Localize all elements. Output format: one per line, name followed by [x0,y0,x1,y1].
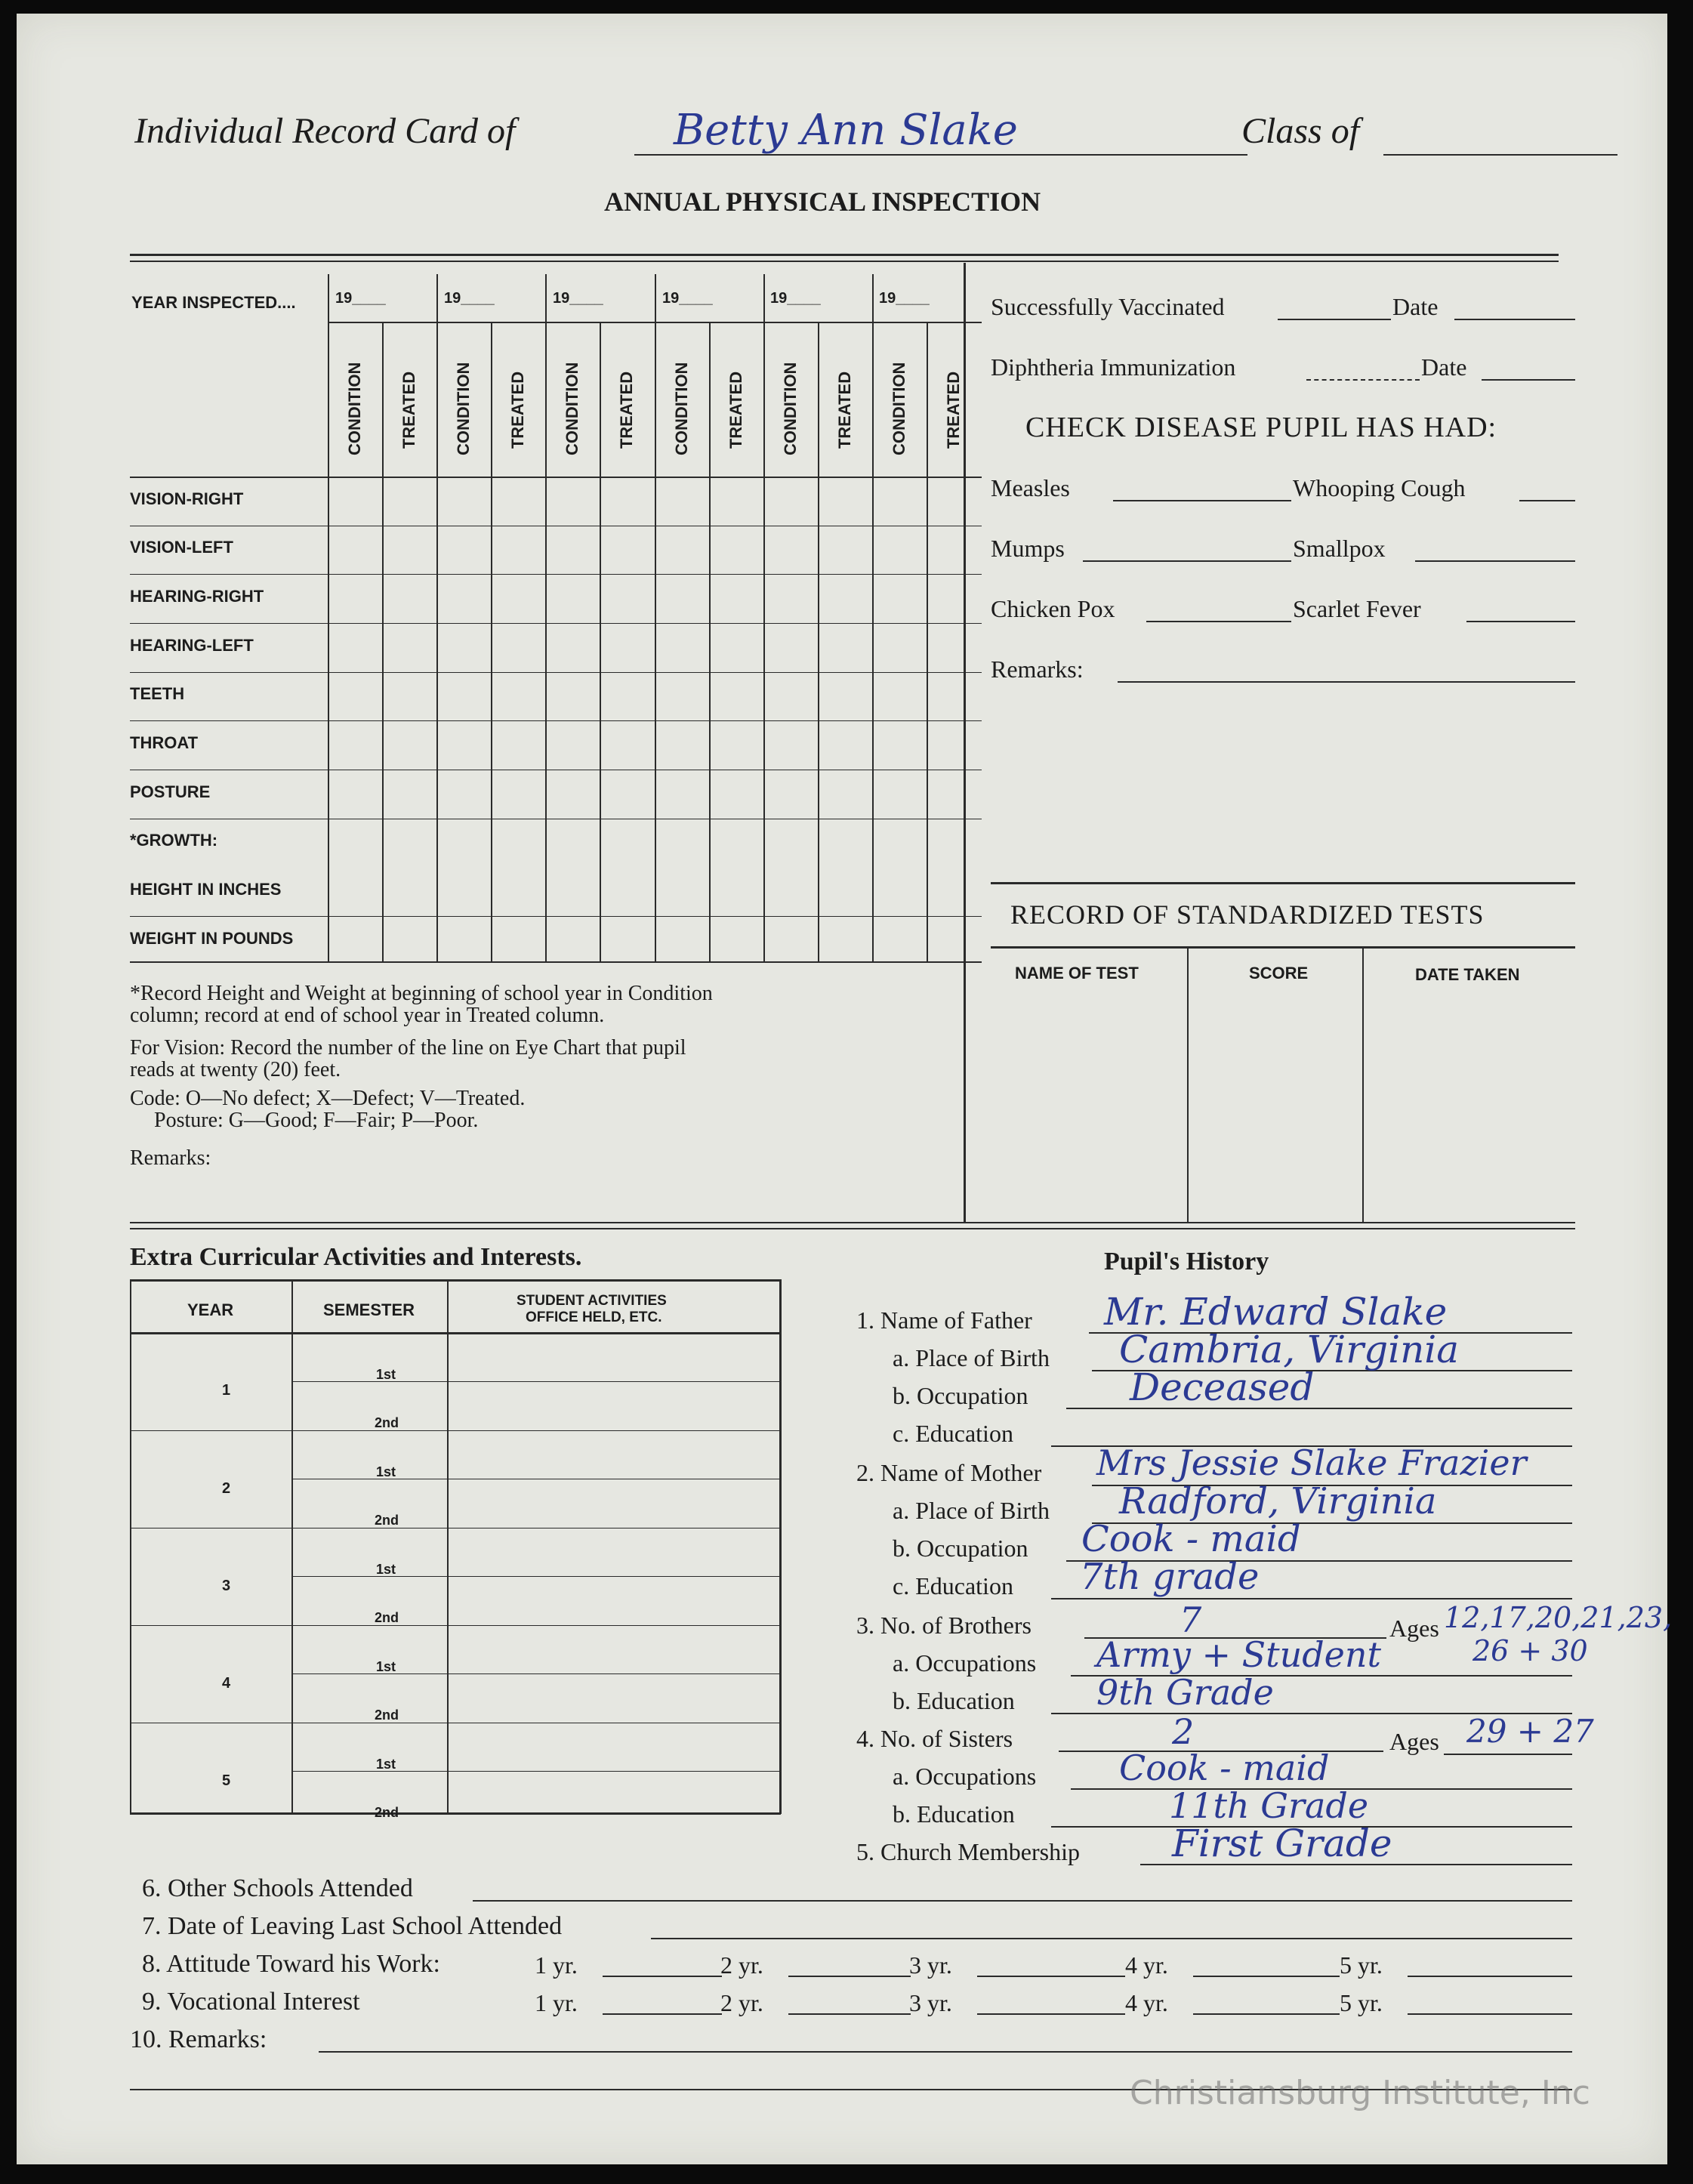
final-remarks-label: 10. Remarks: [130,2025,267,2053]
semester-label: 1st [376,1367,396,1382]
col-condition: CONDITION [454,362,473,455]
row-label: POSTURE [130,782,211,801]
attitude-yr4: 4 yr. [1125,1951,1168,1979]
other-schools-label: 6. Other Schools Attended [142,1874,413,1902]
brothers-occupations: Army + Student [1096,1634,1382,1675]
note-line: Code: O—No defect; X—Defect; V—Treated. [130,1087,526,1110]
father-occupation-label: b. Occupation [893,1382,1028,1409]
sisters-occupations: Cook - maid [1119,1748,1330,1788]
whooping-cough-label: Whooping Cough [1293,474,1466,501]
brothers-education: 9th Grade [1096,1672,1274,1713]
sisters-count: 2 [1172,1711,1195,1752]
attitude-label: 8. Attitude Toward his Work: [142,1950,441,1978]
note-line: For Vision: Record the number of the line on Eye Chart that pupil [130,1036,686,1060]
class-of-label: Class of [1241,111,1360,151]
col-treated: TREATED [617,371,636,449]
row-label: *GROWTH: [130,831,218,850]
col-condition: CONDITION [563,362,581,455]
brothers-ages: 12,17,20,21,23, [1444,1601,1673,1634]
scarlet-fever-label: Scarlet Fever [1293,595,1421,622]
activity-year: 1 [222,1382,231,1399]
attitude-yr3: 3 yr. [909,1951,952,1979]
year-cell: 19____ [553,290,603,307]
brothers-ages-cont: 26 + 30 [1473,1634,1588,1667]
student-name: Betty Ann Slake [674,106,1018,155]
note-line: column; record at end of school year in Treated column. [130,1004,605,1027]
col-treated: TREATED [944,371,963,449]
col-treated: TREATED [508,371,527,449]
vocational-yr2: 2 yr. [720,1989,763,2016]
row-label: HEIGHT IN INCHES [130,880,282,899]
row-label: HEARING-RIGHT [130,587,264,606]
semester-label: 2nd [375,1707,399,1723]
col-name-of-test: NAME OF TEST [1015,964,1139,982]
sisters-education-label: b. Education [893,1800,1015,1828]
year-cell: 19____ [770,290,821,307]
year-cell: 19____ [444,290,495,307]
diphtheria-label: Diphtheria Immunization [991,353,1236,381]
col-condition: CONDITION [345,362,364,455]
row-label: TEETH [130,684,185,703]
check-disease-heading: CHECK DISEASE PUPIL HAS HAD: [1025,412,1497,443]
mother-occupation-label: b. Occupation [893,1535,1028,1562]
form-subtitle: ANNUAL PHYSICAL INSPECTION [604,187,1041,217]
activities-title: Extra Curricular Activities and Interests. [130,1243,582,1271]
row-label: VISION-LEFT [130,538,233,557]
year-cell: 19____ [662,290,713,307]
col-treated: TREATED [399,371,418,449]
date-leaving-label: 7. Date of Leaving Last School Attended [142,1912,563,1940]
col-treated: TREATED [726,371,745,449]
col-office-held: OFFICE HELD, ETC. [526,1309,662,1325]
activity-year: 5 [222,1772,231,1789]
note-line: Posture: G—Good; F—Fair; P—Poor. [154,1109,479,1132]
col-score: SCORE [1249,964,1309,982]
father-education-label: c. Education [893,1420,1013,1447]
father-label: 1. Name of Father [856,1306,1032,1334]
history-title: Pupil's History [1104,1248,1269,1276]
vocational-yr5: 5 yr. [1340,1989,1383,2016]
tests-title: RECORD OF STANDARDIZED TESTS [1010,899,1485,930]
note-line: *Record Height and Weight at beginning of school year in Condition [130,982,713,1005]
col-date-taken: DATE TAKEN [1415,965,1520,984]
mother-label: 2. Name of Mother [856,1459,1042,1486]
activity-year: 2 [222,1480,231,1497]
semester-label: 1st [376,1464,396,1479]
mother-name: Mrs Jessie Slake Frazier [1096,1442,1527,1483]
vocational-yr1: 1 yr. [535,1989,578,2016]
year-inspected-label: YEAR INSPECTED.... [131,293,296,312]
col-student-activities: STUDENT ACTIVITIES [517,1293,667,1309]
row-label: THROAT [130,733,199,752]
sisters-education: 11th Grade [1169,1785,1369,1826]
sisters-occupations-label: a. Occupations [893,1763,1037,1790]
measles-label: Measles [991,474,1070,501]
col-condition: CONDITION [890,362,908,455]
semester-label: 2nd [375,1513,399,1528]
mother-occupation: Cook - maid [1081,1518,1301,1560]
attitude-yr5: 5 yr. [1340,1951,1383,1979]
semester-label: 1st [376,1562,396,1577]
mother-education-label: c. Education [893,1572,1013,1599]
brothers-count: 7 [1180,1599,1202,1640]
vaccinated-date-label: Date [1392,293,1439,320]
activity-year: 4 [222,1675,231,1692]
vocational-yr4: 4 yr. [1125,1989,1168,2016]
col-condition: CONDITION [672,362,691,455]
note-line: reads at twenty (20) feet. [130,1058,341,1081]
col-treated: TREATED [835,371,854,449]
health-remarks-label: Remarks: [991,656,1084,683]
vocational-label: 9. Vocational Interest [142,1988,360,2016]
sisters-ages: 29 + 27 [1466,1713,1594,1750]
watermark: Christiansburg Institute, Inc [1130,2074,1590,2112]
col-condition: CONDITION [781,362,800,455]
brothers-occupations-label: a. Occupations [893,1649,1037,1677]
chicken-pox-label: Chicken Pox [991,595,1115,622]
church-membership: First Grade [1172,1822,1392,1865]
father-birthplace: Cambria, Virginia [1119,1328,1460,1371]
col-semester: SEMESTER [323,1300,415,1319]
attitude-yr2: 2 yr. [720,1951,763,1979]
row-label: VISION-RIGHT [130,489,244,508]
father-name: Mr. Edward Slake [1104,1290,1448,1334]
brothers-education-label: b. Education [893,1687,1015,1714]
record-card [17,14,1673,2164]
col-year: YEAR [187,1300,234,1319]
semester-label: 2nd [375,1610,399,1625]
father-occupation: Deceased [1130,1365,1315,1409]
semester-label: 2nd [375,1415,399,1430]
mother-birth-label: a. Place of Birth [893,1497,1050,1524]
brothers-ages-label: Ages [1389,1615,1439,1642]
year-cell: 19____ [335,290,386,307]
smallpox-label: Smallpox [1293,535,1386,562]
mother-education: 7th grade [1080,1556,1260,1598]
year-cell: 19____ [879,290,930,307]
sisters-ages-label: Ages [1389,1728,1439,1755]
mother-birthplace: Radford, Virginia [1119,1480,1437,1522]
mumps-label: Mumps [991,535,1065,562]
card-title: Individual Record Card of [134,111,516,151]
vocational-yr3: 3 yr. [909,1989,952,2016]
church-label: 5. Church Membership [856,1838,1080,1865]
activity-year: 3 [222,1578,231,1594]
brothers-label: 3. No. of Brothers [856,1612,1032,1639]
semester-label: 1st [376,1659,396,1674]
vaccinated-label: Successfully Vaccinated [991,293,1225,320]
inspection-remarks-label: Remarks: [130,1146,211,1170]
semester-label: 1st [376,1757,396,1772]
father-birth-label: a. Place of Birth [893,1344,1050,1371]
row-label: WEIGHT IN POUNDS [130,929,294,948]
attitude-yr1: 1 yr. [535,1951,578,1979]
diphtheria-date-label: Date [1421,353,1467,381]
semester-label: 2nd [375,1805,399,1820]
sisters-label: 4. No. of Sisters [856,1725,1013,1752]
row-label: HEARING-LEFT [130,636,254,655]
